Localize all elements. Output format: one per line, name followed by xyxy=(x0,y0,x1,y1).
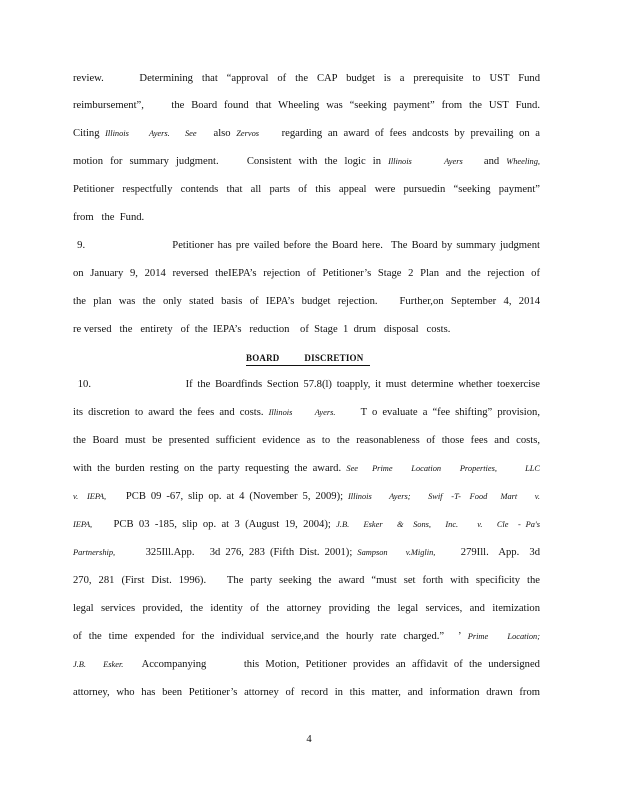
text-line: Partnership, 325Ill.App. 3d 276, 283 (Fifth Dist. 2001); Sampson v.Miglin, 279Ill. App. 3d xyxy=(73,547,540,558)
text-line: 270, 281 (First Dist. 1996). The party seeking the award “must set forth with specificity the xyxy=(73,575,540,586)
text-line: re versed the entirety of the IEPA’s reduction of Stage 1 drum disposal costs. xyxy=(73,324,451,335)
section-heading-left: BOARD xyxy=(246,353,280,363)
text-line: on January 9, 2014 reversed theIEPA’s rejection of Petitioner’s Stage 2 Plan and the rejection of xyxy=(73,268,540,279)
page-number: 4 xyxy=(306,734,312,745)
text-line: 9. Petitioner has pre vailed before the Board here. The Board by summary judgment xyxy=(73,240,540,251)
text-line: IEPA, PCB 03 -185, slip op. at 3 (August 19, 2004); J.B. Esker & Sons, Inc. v. Cle - Pa's xyxy=(73,519,540,530)
section-heading xyxy=(246,351,370,366)
text-line: Citing Illinois Ayers. See also Zervos regarding an award of fees andcosts by prevailing on a xyxy=(73,128,541,139)
text-line: legal services provided, the identity of the attorney providing the legal services, and itemization xyxy=(73,603,540,614)
text-line: the plan was the only stated basis of IEPA’s budget rejection. Further,on September 4, 2014 xyxy=(73,296,540,307)
text-line: J.B. Esker. Accompanying this Motion, Petitioner provides an affidavit of the undersigned xyxy=(73,659,540,670)
text-line: motion for summary judgment. Consistent with the logic in Illinois Ayers and Wheeling, xyxy=(73,156,540,167)
text-line: 10. If the Boardfinds Section 57.8(l) toapply, it must determine whether toexercise xyxy=(73,379,540,390)
text-line: the Board must be presented sufficient evidence as to the reasonableness of those fees and costs, xyxy=(73,435,540,446)
text-line: of the time expended for the individual service,and the hourly rate charged.” ’ Prime Location; xyxy=(73,631,540,642)
section-heading-right: DISCRETION xyxy=(304,353,364,363)
text-line: reimbursement”, the Board found that Wheeling was “seeking payment” from the UST Fund. xyxy=(73,100,540,111)
text-line: its discretion to award the fees and costs. Illinois Ayers. T o evaluate a “fee shifting” provision, xyxy=(73,407,540,418)
text-line: from the Fund. xyxy=(73,212,145,223)
text-line: v. IEPA, PCB 09 -67, slip op. at 4 (November 5, 2009); Illinois Ayers; Swif -T- Food Mart v. xyxy=(73,491,540,502)
text-line: with the burden resting on the party requesting the award. See Prime Location Properties, LLC xyxy=(73,463,540,474)
text-line: Petitioner respectfully contends that all parts of this appeal were pursuedin “seeking payment” xyxy=(73,184,540,195)
text-line: review. Determining that “approval of the CAP budget is a prerequisite to UST Fund xyxy=(73,73,540,84)
text-line: attorney, who has been Petitioner’s attorney of record in this matter, and information drawn from xyxy=(73,687,540,698)
